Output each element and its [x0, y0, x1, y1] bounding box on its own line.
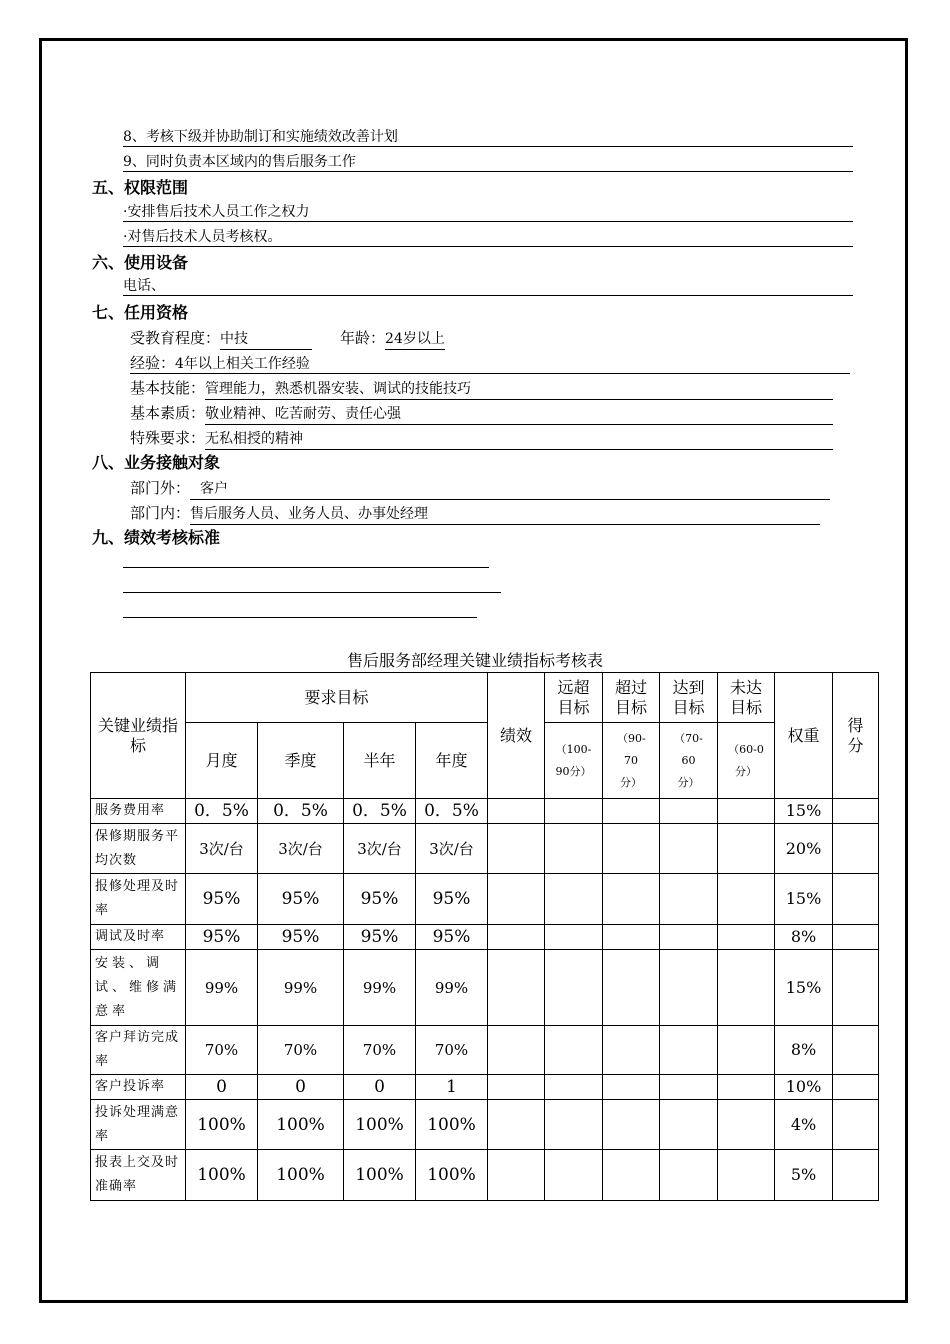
blank-line: [123, 617, 477, 618]
table-row: [91, 874, 879, 925]
reach-cell[interactable]: [660, 925, 718, 950]
section-authority-title: 五、权限范围: [92, 178, 189, 197]
reach-cell[interactable]: [660, 1100, 718, 1150]
miss-cell[interactable]: [718, 950, 775, 1026]
far-exceed-cell[interactable]: [545, 824, 603, 874]
annual-value: 70%: [416, 1026, 488, 1075]
score-cell[interactable]: [833, 1026, 879, 1075]
monthly-value: 0: [186, 1075, 258, 1100]
indicator-name: 服务费用率: [91, 799, 186, 824]
half-year-value: 99%: [344, 950, 416, 1026]
table-row: [91, 1150, 879, 1201]
performance-cell[interactable]: [488, 1026, 545, 1075]
header-far-exceed-range: （100-90分）: [545, 723, 603, 799]
reach-cell[interactable]: [660, 950, 718, 1026]
reach-cell[interactable]: [660, 1150, 718, 1201]
header-reach-range: （70-60分）: [660, 723, 718, 799]
annual-value: 95%: [416, 874, 488, 925]
score-cell[interactable]: [833, 824, 879, 874]
weight-value: 8%: [775, 925, 833, 950]
annual-value: 95%: [416, 925, 488, 950]
section-performance-title: 九、绩效考核标准: [92, 528, 221, 547]
special-value: 无私相授的精神: [205, 429, 833, 450]
monthly-value: 100%: [186, 1150, 258, 1201]
score-cell[interactable]: [833, 799, 879, 824]
special-label: 特殊要求：: [130, 429, 206, 447]
authority-item: ·对售后技术人员考核权。: [123, 228, 853, 247]
exceed-cell[interactable]: [603, 1150, 660, 1201]
header-annual: 年度: [416, 723, 488, 799]
monthly-value: 95%: [186, 874, 258, 925]
exceed-cell[interactable]: [603, 799, 660, 824]
monthly-value: 0．5%: [186, 799, 258, 824]
exceed-cell[interactable]: [603, 1075, 660, 1100]
annual-value: 100%: [416, 1150, 488, 1201]
miss-cell[interactable]: [718, 1026, 775, 1075]
header-quarterly: 季度: [258, 723, 344, 799]
table-row: [91, 1075, 879, 1100]
internal-label: 部门内：: [130, 504, 191, 522]
annual-value: 100%: [416, 1100, 488, 1150]
monthly-value: 100%: [186, 1100, 258, 1150]
education-value: 中技: [220, 329, 312, 350]
kpi-table-title: 售后服务部经理关键业绩指标考核表: [346, 651, 603, 670]
score-cell[interactable]: [833, 925, 879, 950]
education-row: [130, 328, 445, 348]
experience-value: 4年以上相关工作经验: [175, 356, 310, 372]
indicator-name: 客户投诉率: [91, 1075, 186, 1100]
performance-cell[interactable]: [488, 1075, 545, 1100]
blank-line: [123, 592, 501, 593]
half-year-value: 100%: [344, 1150, 416, 1201]
far-exceed-cell[interactable]: [545, 1150, 603, 1201]
quarterly-value: 95%: [258, 925, 344, 950]
monthly-value: 95%: [186, 925, 258, 950]
miss-cell[interactable]: [718, 1100, 775, 1150]
header-monthly: 月度: [186, 723, 258, 799]
equipment-text: 电话、: [123, 277, 853, 296]
miss-cell[interactable]: [718, 1075, 775, 1100]
header-reach: 达到目标: [660, 673, 718, 723]
miss-cell[interactable]: [718, 925, 775, 950]
quarterly-value: 95%: [258, 874, 344, 925]
indicator-name: 安装、调试、维修满意率: [91, 950, 186, 1026]
annual-value: 99%: [416, 950, 488, 1026]
duty-line-8: 8、考核下级并协助制订和实施绩效改善计划: [123, 128, 853, 147]
exceed-cell[interactable]: [603, 1100, 660, 1150]
far-exceed-cell[interactable]: [545, 1026, 603, 1075]
age-label: 年龄：: [340, 329, 386, 347]
half-year-value: 3次/台: [344, 824, 416, 874]
annual-value: 0．5%: [416, 799, 488, 824]
duty-line-9: 9、同时负责本区域内的售后服务工作: [123, 153, 853, 172]
weight-value: 15%: [775, 874, 833, 925]
half-year-value: 100%: [344, 1100, 416, 1150]
weight-value: 8%: [775, 1026, 833, 1075]
indicator-name: 报表上交及时准确率: [91, 1150, 186, 1201]
header-exceed-range: （90-70分）: [603, 723, 660, 799]
quarterly-value: 0．5%: [258, 799, 344, 824]
internal-value: 售后服务人员、业务人员、办事处经理: [190, 504, 820, 525]
performance-cell[interactable]: [488, 799, 545, 824]
weight-value: 15%: [775, 950, 833, 1026]
annual-value: 3次/台: [416, 824, 488, 874]
skills-value: 管理能力，熟悉机器安装、调试的技能技巧: [205, 379, 833, 400]
exceed-cell[interactable]: [603, 925, 660, 950]
skills-label: 基本技能：: [130, 379, 206, 397]
score-cell[interactable]: [833, 1100, 879, 1150]
skills-row: [130, 378, 850, 398]
reach-cell[interactable]: [660, 1075, 718, 1100]
performance-cell[interactable]: [488, 925, 545, 950]
table-row: [91, 1026, 879, 1075]
section-qualification-title: 七、任用资格: [92, 303, 189, 322]
header-miss: 未达目标: [718, 673, 775, 723]
quarterly-value: 70%: [258, 1026, 344, 1075]
performance-cell[interactable]: [488, 1150, 545, 1201]
exceed-cell[interactable]: [603, 950, 660, 1026]
section-equipment-title: 六、使用设备: [92, 253, 189, 272]
quarterly-value: 100%: [258, 1100, 344, 1150]
authority-item: ·安排售后技术人员工作之权力: [123, 203, 853, 222]
header-weight: 权重: [775, 673, 833, 799]
indicator-name: 客户拜访完成率: [91, 1026, 186, 1075]
miss-cell[interactable]: [718, 1150, 775, 1201]
half-year-value: 95%: [344, 874, 416, 925]
header-exceed: 超过目标: [603, 673, 660, 723]
internal-contact-row: [130, 503, 850, 523]
header-target: 要求目标: [186, 673, 488, 723]
performance-cell[interactable]: [488, 874, 545, 925]
weight-value: 20%: [775, 824, 833, 874]
far-exceed-cell[interactable]: [545, 925, 603, 950]
table-row: [91, 925, 879, 950]
table-row: [91, 950, 879, 1026]
half-year-value: 95%: [344, 925, 416, 950]
education-label: 受教育程度：: [130, 329, 221, 347]
quarterly-value: 3次/台: [258, 824, 344, 874]
half-year-value: 70%: [344, 1026, 416, 1075]
quality-label: 基本素质：: [130, 404, 206, 422]
miss-cell[interactable]: [718, 824, 775, 874]
special-row: [130, 428, 850, 448]
monthly-value: 70%: [186, 1026, 258, 1075]
header-far-exceed: 远超目标: [545, 673, 603, 723]
far-exceed-cell[interactable]: [545, 1075, 603, 1100]
experience-row: [130, 353, 850, 374]
header-miss-range: （60-0分）: [718, 723, 775, 799]
far-exceed-cell[interactable]: [545, 799, 603, 824]
header-half-year: 半年: [344, 723, 416, 799]
reach-cell[interactable]: [660, 824, 718, 874]
indicator-name: 投诉处理满意率: [91, 1100, 186, 1150]
far-exceed-cell[interactable]: [545, 1100, 603, 1150]
quarterly-value: 99%: [258, 950, 344, 1026]
indicator-name: 保修期服务平均次数: [91, 824, 186, 874]
age-value: 24岁以上: [385, 329, 445, 350]
score-cell[interactable]: [833, 950, 879, 1026]
performance-cell[interactable]: [488, 1100, 545, 1150]
half-year-value: 0．5%: [344, 799, 416, 824]
header-indicator: 关键业绩指标: [91, 673, 186, 799]
score-cell[interactable]: [833, 1075, 879, 1100]
section-contacts-title: 八、业务接触对象: [92, 453, 221, 472]
monthly-value: 99%: [186, 950, 258, 1026]
table-row: [91, 824, 879, 874]
external-label: 部门外：: [130, 479, 191, 497]
indicator-name: 调试及时率: [91, 925, 186, 950]
far-exceed-cell[interactable]: [545, 950, 603, 1026]
annual-value: 1: [416, 1075, 488, 1100]
score-cell[interactable]: [833, 874, 879, 925]
far-exceed-cell[interactable]: [545, 874, 603, 925]
quarterly-value: 100%: [258, 1150, 344, 1201]
quality-value: 敬业精神、吃苦耐劳、责任心强: [205, 404, 833, 425]
half-year-value: 0: [344, 1075, 416, 1100]
weight-value: 4%: [775, 1100, 833, 1150]
quality-row: [130, 403, 850, 423]
exceed-cell[interactable]: [603, 874, 660, 925]
exceed-cell[interactable]: [603, 824, 660, 874]
experience-label: 经验：: [130, 354, 176, 372]
reach-cell[interactable]: [660, 1026, 718, 1075]
kpi-table: [90, 672, 879, 1201]
exceed-cell[interactable]: [603, 1026, 660, 1075]
weight-value: 15%: [775, 799, 833, 824]
miss-cell[interactable]: [718, 874, 775, 925]
reach-cell[interactable]: [660, 799, 718, 824]
table-row: [91, 799, 879, 824]
indicator-name: 报修处理及时率: [91, 874, 186, 925]
blank-line: [123, 567, 489, 568]
performance-cell[interactable]: [488, 824, 545, 874]
header-score: 得分: [833, 673, 879, 799]
weight-value: 10%: [775, 1075, 833, 1100]
header-performance: 绩效: [488, 673, 545, 799]
score-cell[interactable]: [833, 1150, 879, 1201]
reach-cell[interactable]: [660, 874, 718, 925]
quarterly-value: 0: [258, 1075, 344, 1100]
weight-value: 5%: [775, 1150, 833, 1201]
table-row: [91, 1100, 879, 1150]
miss-cell[interactable]: [718, 799, 775, 824]
external-contact-row: [130, 478, 850, 498]
monthly-value: 3次/台: [186, 824, 258, 874]
external-value: 客户: [190, 479, 830, 500]
performance-cell[interactable]: [488, 950, 545, 1026]
